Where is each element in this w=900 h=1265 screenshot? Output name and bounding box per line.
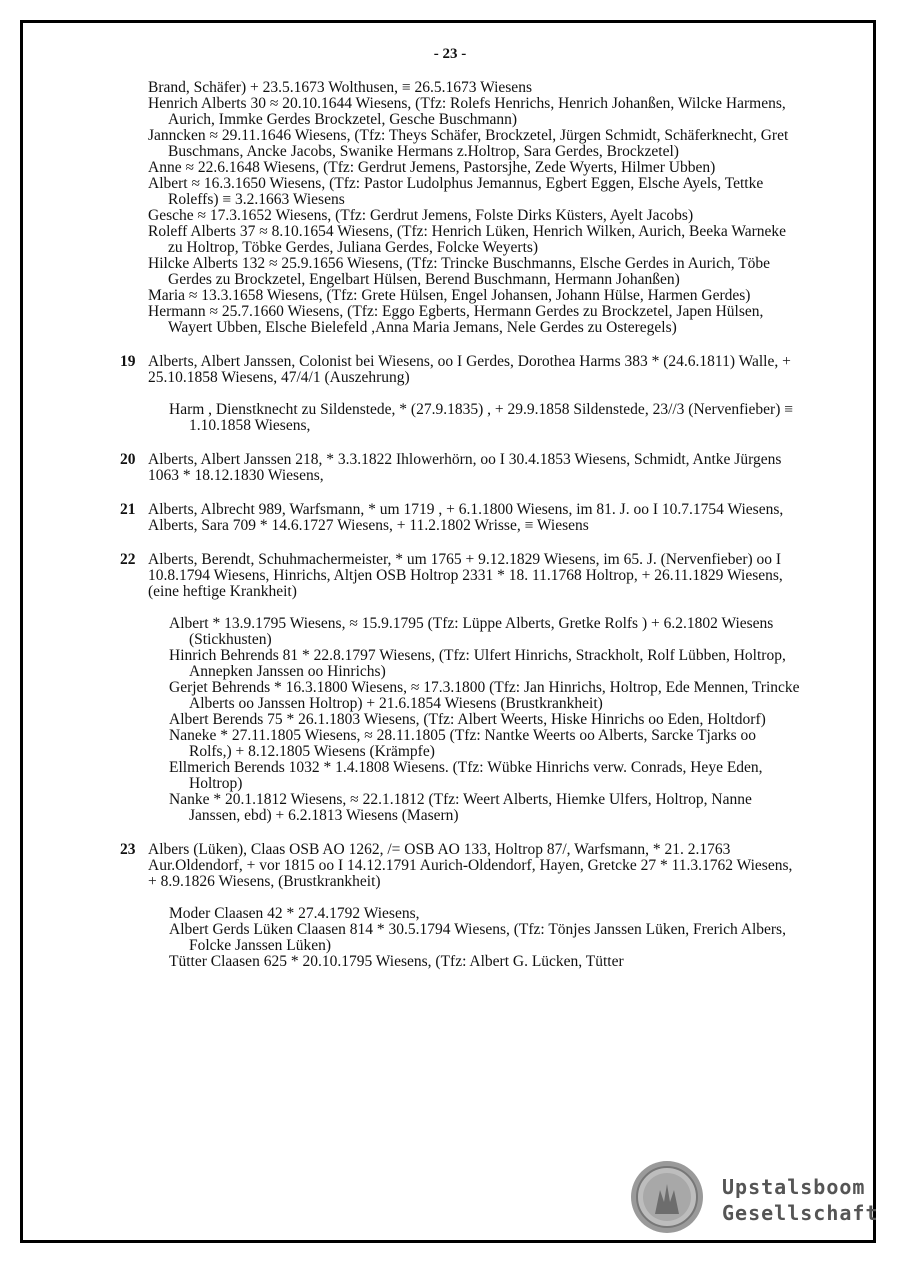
- entry-head: Alberts, Berendt, Schuhmachermeister, * um 1765 + 9.12.1829 Wiesens, im 65. J. (Nervenfieber) oo I 10.8.1794 Wiesens, Hinrichs, Altjen OSB Holtrop 2331 * 18. 11.1768 Holtrop, + 26.11.1829 Wiesens, (eine heftige Krankheit): [148, 551, 783, 600]
- continuation-line: Hermann ≈ 25.7.1660 Wiesens, (Tfz: Eggo Egberts, Hermann Gerdes zu Brockzetel, Japen Hülsen, Wayert Ubben, Elsche Bielefeld ,Anna Maria Jemans, Nele Gerdes zu Osteregels): [148, 303, 764, 336]
- entry-head: Alberts, Albert Janssen, Colonist bei Wiesens, oo I Gerdes, Dorothea Harms 383 * (24.6.1811) Walle, + 25.10.1858 Wiesens, 47/4/1 (Auszehrung): [148, 353, 791, 386]
- child-line: Nanke * 20.1.1812 Wiesens, ≈ 22.1.1812 (Tfz: Weert Alberts, Hiemke Ulfers, Holtrop, Nanne Janssen, ebd) + 6.2.1813 Wiesens (Masern): [169, 791, 752, 824]
- continuation-line: Hilcke Alberts 132 ≈ 25.9.1656 Wiesens, (Tfz: Trincke Buschmanns, Elsche Gerdes in Aurich, Töbe Gerdes zu Brockzetel, Engelbart Hülsen, Berend Buschmann, Hermann Johanßen): [148, 255, 771, 288]
- continuation-line: Maria ≈ 13.3.1658 Wiesens, (Tfz: Grete Hülsen, Engel Johansen, Johann Hülse, Harmen Gerdes): [148, 287, 751, 304]
- continuation-line: Henrich Alberts 30 ≈ 20.10.1644 Wiesens, (Tfz: Rolefs Henrichs, Henrich Johanßen, Wilcke Harmens, Aurich, Immke Gerdes Brockzetel, Gesche Buschmann): [148, 95, 786, 128]
- continuation-line: Roleff Alberts 37 ≈ 8.10.1654 Wiesens, (Tfz: Henrich Lüken, Henrich Wilken, Aurich, Beeka Warneke zu Holtrop, Töbke Gerdes, Juliana Gerdes, Folcke Weyerts): [148, 223, 787, 256]
- child-line: Moder Claasen 42 * 27.4.1792 Wiesens,: [169, 905, 420, 922]
- entry-number: 23: [120, 841, 136, 858]
- child-line: Harm , Dienstknecht zu Sildenstede, * (27.9.1835) , + 29.9.1858 Sildenstede, 23//3 (Nervenfieber) ≡ 1.10.1858 Wiesens,: [169, 401, 793, 434]
- entry-head: Albers (Lüken), Claas OSB AO 1262, /= OSB AO 133, Holtrop 87/, Warfsmann, * 21. 2.1763 Aur.Oldendorf, + vor 1815 oo I 14.12.1791 Aurich-Oldendorf, Hayen, Gretcke 27 * 11.3.1762 Wiesens, + 8.9.1826 Wiesens, (Brustkrankheit): [148, 841, 793, 890]
- family-entry-23: [120, 842, 800, 890]
- child-line: Naneke * 27.11.1805 Wiesens, ≈ 28.11.1805 (Tfz: Nantke Weerts oo Alberts, Sarcke Tjarks oo Rolfs,) + 8.12.1805 Wiesens (Krämpfe): [169, 727, 757, 760]
- child-line: Tütter Claasen 625 * 20.10.1795 Wiesens, (Tfz: Albert G. Lücken, Tütter: [169, 953, 624, 970]
- family-entry-20: [120, 452, 800, 484]
- child-line: Albert * 13.9.1795 Wiesens, ≈ 15.9.1795 (Tfz: Lüppe Alberts, Gretke Rolfs ) + 6.2.1802 Wiesens (Stickhusten): [169, 615, 774, 648]
- society-name: [722, 1174, 879, 1226]
- document-body: [120, 80, 800, 970]
- entry-number: 19: [120, 353, 136, 370]
- continuation-line: Albert ≈ 16.3.1650 Wiesens, (Tfz: Pastor Ludolphus Jemannus, Egbert Eggen, Elsche Ayels, Tettke Roleffs) ≡ 3.2.1663 Wiesens: [148, 175, 764, 208]
- entry-number: 20: [120, 451, 136, 468]
- continuation-line: Anne ≈ 22.6.1648 Wiesens, (Tfz: Gerdrut Jemens, Pastorsjhe, Zede Wyerts, Hilmer Ubben): [148, 159, 716, 176]
- family-entry-21: [120, 502, 800, 534]
- entry-number: 22: [120, 551, 136, 568]
- entry-number: 21: [120, 501, 136, 518]
- society-logo: [630, 1160, 879, 1236]
- continuation-line: Brand, Schäfer) + 23.5.1673 Wolthusen, ≡ 26.5.1673 Wiesens: [148, 79, 532, 96]
- society-name-line1: Upstalsboom: [722, 1175, 866, 1199]
- page-number: - 23 -: [433, 46, 467, 62]
- society-seal-icon: [630, 1160, 704, 1234]
- family-entry-19: [120, 354, 800, 386]
- entry-head: Alberts, Albert Janssen 218, * 3.3.1822 Ihlowerhörn, oo I 30.4.1853 Wiesens, Schmidt, Antke Jürgens 1063 * 18.12.1830 Wiesens,: [148, 451, 782, 484]
- entry-head: Alberts, Albrecht 989, Warfsmann, * um 1719 , + 6.1.1800 Wiesens, im 81. J. oo I 10.7.1754 Wiesens, Alberts, Sara 709 * 14.6.1727 Wiesens, + 11.2.1802 Wrisse, ≡ Wiesens: [148, 501, 784, 534]
- continuation-line: Janncken ≈ 29.11.1646 Wiesens, (Tfz: Theys Schäfer, Brockzetel, Jürgen Schmidt, Schäferknecht, Gret Buschmans, Ancke Jacobs, Swanike Hermans z.Holtrop, Sara Gerdes, Brockzetel): [148, 127, 789, 160]
- child-line: Ellmerich Berends 1032 * 1.4.1808 Wiesens. (Tfz: Wübke Hinrichs verw. Conrads, Heye Eden, Holtrop): [169, 759, 763, 792]
- child-line: Hinrich Behrends 81 * 22.8.1797 Wiesens, (Tfz: Ulfert Hinrichs, Strackholt, Rolf Lübben, Holtrop, Annepken Janssen oo Hinrichs): [169, 647, 786, 680]
- family-entry-22: [120, 552, 800, 600]
- child-line: Gerjet Behrends * 16.3.1800 Wiesens, ≈ 17.3.1800 (Tfz: Jan Hinrichs, Holtrop, Ede Mennen, Trincke Alberts oo Janssen Holtrop) + 21.6.1854 Wiesens (Brustkrankheit): [169, 679, 800, 712]
- child-line: Albert Berends 75 * 26.1.1803 Wiesens, (Tfz: Albert Weerts, Hiske Hinrichs oo Eden, Holtdorf): [169, 711, 766, 728]
- society-name-line2: Gesellschaft: [722, 1201, 879, 1225]
- child-line: Albert Gerds Lüken Claasen 814 * 30.5.1794 Wiesens, (Tfz: Tönjes Janssen Lüken, Frerich Albers, Folcke Janssen Lüken): [169, 921, 786, 954]
- continuation-line: Gesche ≈ 17.3.1652 Wiesens, (Tfz: Gerdrut Jemens, Folste Dirks Küsters, Ayelt Jacobs): [148, 207, 694, 224]
